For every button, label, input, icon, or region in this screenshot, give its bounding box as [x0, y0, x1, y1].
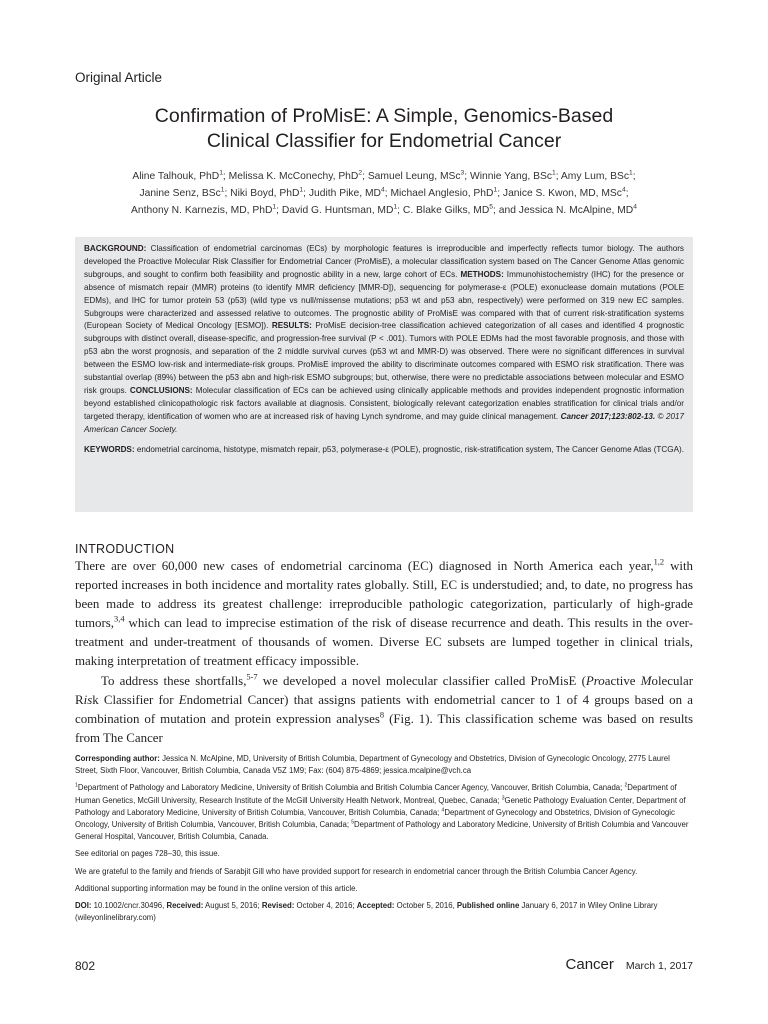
doi-text: 10.1002/cncr.30496, [91, 901, 167, 911]
intro-text: (Fig. 1). This classification scheme was based on results from The Cancer [75, 711, 693, 745]
methods-label: METHODS: [460, 269, 504, 279]
acronym-letter: is [83, 692, 93, 707]
page-number: 802 [75, 959, 96, 973]
conclusions-label: CONCLUSIONS: [129, 385, 193, 395]
affiliation: Department of Pathology and Laboratory Medicine, University of British Columbia and British Columbia Cancer Agency, Vancouver, British Columbia, Canada; [77, 783, 625, 793]
keywords-text: endometrial carcinoma, histotype, mismatch repair, p53, polymerase-ε (POLE), prognostic, risk-stratification system, The Cancer Genome Atlas (TCGA). [134, 444, 684, 454]
author-affiliation-sup: 1 [393, 203, 398, 211]
revised-text: October 4, 2016; [294, 901, 357, 911]
footnotes [75, 753, 693, 929]
revised-label: Revised: [261, 901, 295, 911]
aff-sup: 2 [624, 782, 628, 789]
intro-text: olecular R [75, 673, 694, 707]
corresponding-label: Corresponding author: [75, 754, 160, 763]
acronym-letter: Pro [585, 673, 605, 688]
author-name: ; Amy Lum, BSc [555, 171, 630, 182]
conclusions-text: Molecular classification of ECs can be achieved using clinically applicable methods and provides independent prognostic information beyond established clinicopathologic risk factors available at diagnosis. Consistent, biologically relevant categorization enables stratification for clinical trials and/or targeted therapy, identification of women who are at increased risk of having Lynch syndrome, and may guide clinical management. [84, 385, 684, 421]
author-affiliation-sup: 1 [272, 203, 277, 211]
author-name: Aline Talhouk, PhD [132, 171, 220, 182]
author-affiliation-sup: 5 [489, 203, 494, 211]
aff-sup: 3 [501, 795, 505, 802]
author-affiliation-sup: 1 [629, 169, 633, 177]
author-affiliation-sup: 1 [219, 169, 223, 177]
introduction-heading: INTRODUCTION [75, 542, 175, 556]
results-label: RESULTS: [271, 321, 312, 331]
author-name: ; David G. Huntsman, MD [276, 205, 394, 216]
acronym-letter: E [178, 692, 187, 707]
author-name: ; Niki Boyd, PhD [224, 188, 300, 199]
introduction-body [75, 557, 693, 748]
doi-label: DOI: [75, 901, 92, 911]
journal-name: Cancer [565, 956, 614, 973]
author-line-2 [75, 185, 693, 202]
author-list [75, 168, 693, 219]
author-affiliation-sup: 3 [460, 169, 465, 177]
methods-text: Immunohistochemistry (IHC) for the presence or absence of mismatch repair (MMR) proteins (to identify MMR deficiency [MMR-D]), sequencing for polymerase-ε (POLE) exonuclease domain mutations (POLE EDMs), and IHC for tumor protein 53 (p53) (wild type vs null/missense mutations; p53 wt and p53 abn, respectively) were performed on 319 new EC samples. Subgroups were characterized and assessed relative to outcomes. The prognostic ability of ProMisE was compared with that of current risk-stratification systems (European Society of Medical Oncology [ESMO]). [84, 269, 684, 331]
corresponding-author [75, 753, 693, 777]
aff-sup: 1 [75, 782, 78, 789]
author-name: ; [625, 188, 629, 199]
citation-sup: 5-7 [246, 672, 258, 682]
author-name: Anthony N. Karnezis, MD, PhD [131, 205, 273, 216]
author-name: ; and Jessica N. McAlpine, MD [493, 205, 634, 216]
citation-sup: 8 [379, 710, 385, 720]
published-text: January 6, 2017 in Wiley Online Library (wileyonlinelibrary.com) [75, 901, 658, 923]
acronym-letter: M [640, 673, 652, 688]
author-affiliation-sup: 4 [621, 186, 626, 194]
author-name: ; Melissa K. McConechy, PhD [222, 171, 359, 182]
title-line-2: Clinical Classifier for Endometrial Cancer [206, 130, 562, 152]
author-name: ; Samuel Leung, MSc [362, 171, 461, 182]
author-affiliation-sup: 1 [552, 169, 556, 177]
background-label: BACKGROUND: [84, 244, 147, 253]
affiliation: Department of Gynecology and Obstetrics, Division of Gynecologic Oncology, University of British Columbia, Vancouver, British Columbia, Canada; [75, 807, 675, 830]
background-text: Classification of endometrial carcinomas (ECs) by morphologic features is irreproducible and imperfectly reflects tumor biology. The authors developed the Proactive Molecular Risk Classifier for Endometrial Cancer (ProMisE), a molecular classification system based on The Cancer Genome Atlas genomic subgroups, and sought to confirm both feasibility and prognostic ability in a new, large cohort of ECs. [84, 244, 684, 279]
intro-text: There are over 60,000 new cases of endometrial carcinoma (EC) diagnosed in North America each year, [75, 559, 654, 573]
aff-sup: 4 [441, 807, 445, 814]
results-text: ProMisE decision-tree classification achieved categorization of all cases and identified 4 prognostic subgroups with distinct overall, disease-specific, and progression-free survival (P < .001). Tumors with POLE EDMs had the most favorable prognosis, and those with p53 abn the worst prognosis, and separation of the 2 middle survival curves (p53 wt and MMR-D) was observed. There were no significant differences in survival between the ESMO low-risk and intermediate-risk groups. ProMisE improved the ability to discriminate outcomes compared with ESMO risk stratification. There was substantial overlap (89%) between the p53 abn and high-risk ESMO subgroups; but, otherwise, there were no predictable associations between molecular and ESMO risk groups. [84, 321, 684, 395]
author-affiliation-sup: 4 [380, 186, 385, 194]
issue-date: March 1, 2017 [625, 960, 693, 972]
affiliation: Genetic Pathology Evaluation Center, Department of Pathology and Laboratory Medicine, University of British Columbia, Vancouver, British Columbia, Canada; [75, 795, 686, 817]
copyright: © 2017 American Cancer Society. [84, 411, 685, 434]
keywords [84, 444, 684, 457]
author-affiliation-sup: 1 [220, 186, 225, 194]
affiliation: Department of Pathology and Laboratory Medicine, University of British Columbia and Vancouver General Hospital, Vancouver, British Columbia, Canada. [75, 820, 689, 842]
affiliation: Department of Human Genetics, McGill University, Research Institute of the McGill University Health Network, Montreal, Quebec, Canada; [75, 783, 677, 805]
abstract-text [84, 243, 684, 437]
intro-text: we developed a novel molecular classifier called ProMisE ( [257, 673, 586, 688]
citation-sup: 1,2 [653, 557, 665, 567]
citation: Cancer 2017;123:802-13. [560, 411, 656, 421]
intro-text: To address these shortfalls, [101, 673, 247, 688]
author-name: ; C. Blake Gilks, MD [397, 205, 490, 216]
author-name: ; Michael Anglesio, PhD [384, 188, 494, 199]
article-title [60, 104, 708, 154]
corresponding-text: Jessica N. McAlpine, MD, University of British Columbia, Department of Gynecology and Obstetrics, Division of Gynecologic Oncology, 2775 Laurel Street, Sixth Floor, Vancouver, British Columbia, Canada V5Z 1M9; Fax: (604) 875-4869; jessica.mcalpine@vch.ca [75, 754, 670, 776]
intro-text: k Classifier for [92, 692, 179, 707]
title-line-1: Confirmation of ProMisE: A Simple, Genomics-Based [154, 105, 614, 127]
published-label: Published online [456, 901, 520, 911]
aff-sup: 5 [351, 819, 355, 826]
affiliations [75, 782, 693, 843]
author-affiliation-sup: 4 [633, 203, 637, 211]
editorial-note: See editorial on pages 728–30, this issue. [75, 849, 220, 859]
received-label: Received: [166, 901, 204, 911]
author-name: ; Winnie Yang, BSc [464, 171, 553, 182]
intro-paragraph-1 [75, 557, 693, 672]
acknowledgment: We are grateful to the family and friends of Sarabjit Gill who have provided support for research in endometrial cancer through the British Columbia Cancer Agency. [75, 866, 638, 876]
intro-paragraph-2 [75, 672, 693, 748]
publication-info [75, 900, 693, 924]
section-label: Original Article [75, 70, 163, 85]
intro-text: with reported increases in both incidence and mortality rates globally. Still, EC is understudied; and, to date, no progress has been made to address its greatest challenge: irreproducible pathologic categorization, particularly of high-grade tumors, [75, 559, 693, 631]
author-line-3 [75, 202, 693, 219]
author-affiliation-sup: 1 [299, 186, 304, 194]
accepted-label: Accepted: [356, 901, 395, 911]
author-name: ; [632, 171, 636, 182]
author-affiliation-sup: 1 [493, 186, 498, 194]
author-name: ; Judith Pike, MD [303, 188, 381, 199]
received-text: August 5, 2016; [203, 901, 262, 911]
author-line-1 [75, 168, 693, 185]
supporting-info-note: Additional supporting information may be found in the online version of this article. [75, 883, 358, 893]
author-affiliation-sup: 2 [358, 169, 363, 177]
author-name: ; Janice S. Kwon, MD, MSc [497, 188, 622, 199]
intro-text: ndometrial Cancer) that assigns patients with endometrial cancer to 1 of 4 groups based on a combination of mutation and protein expression analyses [75, 692, 693, 726]
intro-text: which can lead to imprecise estimation of the risk of disease recurrence and death. This results in the over-treatment and under-treatment of thousands of women. Diverse EC subsets are lumped together in clinical trials, making interpretation of treatment efficacy impossible. [75, 616, 693, 669]
keywords-label: KEYWORDS: [84, 444, 135, 454]
intro-text: active [604, 673, 641, 688]
author-name: Janine Senz, BSc [139, 188, 221, 199]
accepted-text: October 5, 2016, [394, 901, 457, 911]
citation-sup: 3,4 [114, 614, 125, 624]
journal-footer [566, 956, 693, 973]
abstract-box [75, 237, 693, 512]
